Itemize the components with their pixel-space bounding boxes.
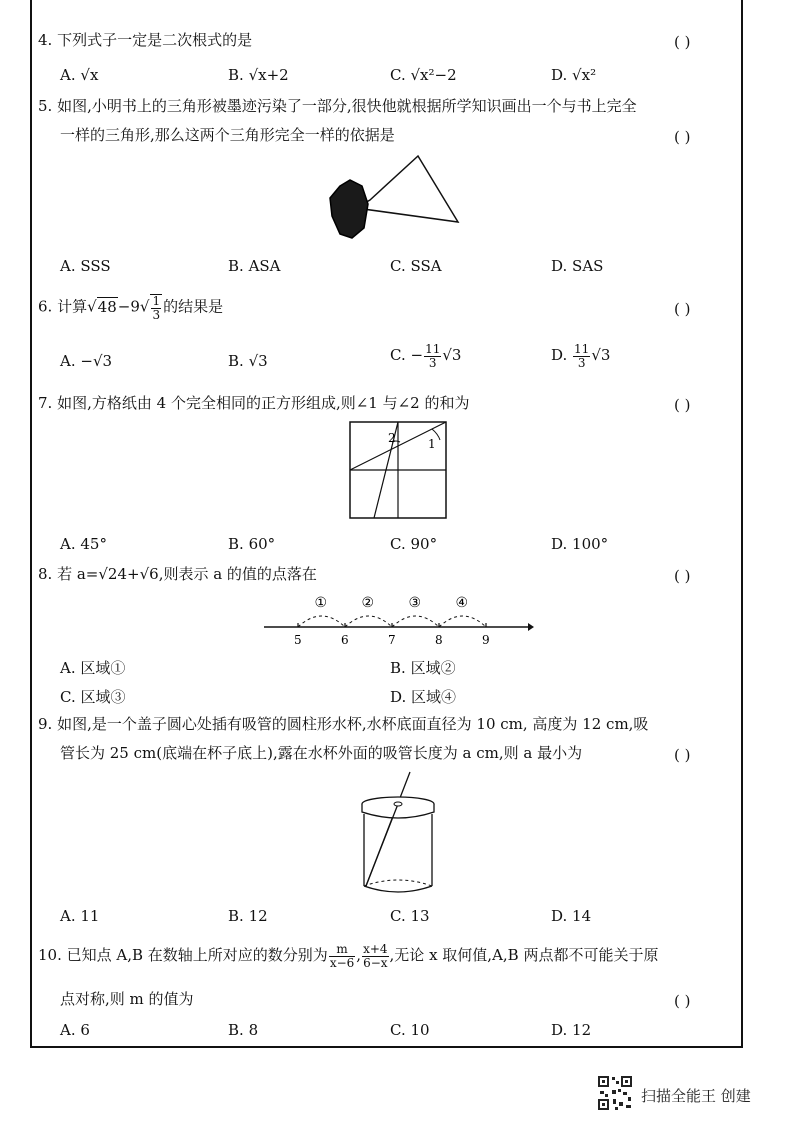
cup-bottom-front — [364, 886, 432, 892]
q8-option-b[interactable]: B. 区域② — [390, 659, 456, 677]
ink-stain-shape — [330, 180, 368, 238]
q9-stem-line1: 9. 如图,是一个盖子圆心处插有吸管的圆柱形水杯,水杯底面直径为 10 cm, 高度为 12 cm,吸 — [38, 715, 649, 733]
region-label: ① — [314, 595, 328, 611]
number-line-tick-label: 8 — [435, 633, 443, 647]
cup-bottom-back — [364, 880, 432, 886]
q5-option-a[interactable]: A. SSS — [60, 257, 111, 275]
q9-option-a[interactable]: A. 11 — [60, 907, 100, 925]
q6-stem: 6. 计算√48−9√ $\frac{1}{3}$ 的结果是 — [38, 294, 224, 322]
q7-answer-paren[interactable]: ( ) — [674, 396, 691, 414]
q5-stem-line2: 一样的三角形,那么这两个三角形完全一样的依据是 — [60, 126, 395, 144]
q4-option-a[interactable]: A. √x — [60, 66, 99, 84]
q6-option-d[interactable]: D. $\frac{11}{3}$ √3 — [551, 342, 611, 370]
q4-answer-paren[interactable]: ( ) — [674, 33, 691, 51]
q7-option-c[interactable]: C. 90° — [390, 535, 438, 553]
q7-option-b[interactable]: B. 60° — [228, 535, 276, 553]
region-arc — [298, 616, 345, 627]
q6-option-a[interactable]: A. −√3 — [60, 352, 113, 370]
q6-option-b[interactable]: B. √3 — [228, 352, 268, 370]
q5-option-d[interactable]: D. SAS — [551, 257, 604, 275]
q8-stem: 8. 若 a=√24+√6,则表示 a 的值的点落在 — [38, 565, 317, 583]
q9-option-b[interactable]: B. 12 — [228, 907, 268, 925]
q4-option-c[interactable]: C. √x²−2 — [390, 66, 457, 84]
straw-hole — [394, 802, 402, 806]
angle-1-label: 1 — [428, 437, 436, 451]
triangle-shape — [356, 156, 458, 222]
region-label: ② — [361, 595, 375, 611]
q9-cup-figure — [352, 768, 442, 898]
number-line-tick-label: 5 — [294, 633, 302, 647]
region-arc — [439, 616, 486, 627]
q5-answer-paren[interactable]: ( ) — [674, 128, 691, 146]
q7-option-a[interactable]: A. 45° — [60, 535, 107, 553]
q4-option-b[interactable]: B. √x+2 — [228, 66, 289, 84]
q7-stem: 7. 如图,方格纸由 4 个完全相同的正方形组成,则∠1 与∠2 的和为 — [38, 394, 470, 412]
q4-stem: 4. 下列式子一定是二次根式的是 — [38, 31, 253, 49]
region-arc — [345, 616, 392, 627]
q10-stem-line1: 10. 已知点 A,B 在数轴上所对应的数分别为 $\frac{m}{x-6}$ , $\frac{x+4}{6-x}$ ,无论 x 取何值,A,B 两点都不可能关于原 — [38, 941, 659, 970]
q6-option-c[interactable]: C. − $\frac{11}{3}$ √3 — [390, 342, 462, 370]
q9-stem-line2: 管长为 25 cm(底端在杯子底上),露在水杯外面的吸管长度为 a cm,则 a 最小为 — [60, 744, 583, 762]
q8-number-line-figure — [260, 590, 536, 650]
q6-answer-paren[interactable]: ( ) — [674, 300, 691, 318]
q8-option-c[interactable]: C. 区域③ — [60, 688, 126, 706]
q4-option-d[interactable]: D. √x² — [551, 66, 597, 84]
watermark-label: 扫描全能王 创建 — [641, 1087, 751, 1105]
q10-option-d[interactable]: D. 12 — [551, 1021, 592, 1039]
angle-2-label: 2 — [388, 431, 396, 445]
region-label: ③ — [408, 595, 422, 611]
number-line-tick-label: 6 — [341, 633, 349, 647]
q8-option-a[interactable]: A. 区域① — [60, 659, 126, 677]
q9-option-c[interactable]: C. 13 — [390, 907, 430, 925]
q10-answer-paren[interactable]: ( ) — [674, 992, 691, 1010]
q5-option-c[interactable]: C. SSA — [390, 257, 442, 275]
q9-option-d[interactable]: D. 14 — [551, 907, 592, 925]
q5-option-b[interactable]: B. ASA — [228, 257, 281, 275]
region-arc — [392, 616, 439, 627]
q10-option-c[interactable]: C. 10 — [390, 1021, 430, 1039]
q10-option-b[interactable]: B. 8 — [228, 1021, 259, 1039]
number-line-arrow — [528, 623, 534, 631]
q10-option-a[interactable]: A. 6 — [60, 1021, 90, 1039]
qr-code-icon — [597, 1075, 633, 1111]
number-line-tick-label: 9 — [482, 633, 490, 647]
number-line-tick-label: 7 — [388, 633, 396, 647]
q10-stem-line2: 点对称,则 m 的值为 — [60, 990, 194, 1008]
region-label: ④ — [455, 595, 469, 611]
q9-answer-paren[interactable]: ( ) — [674, 746, 691, 764]
q5-stained-triangle-figure — [326, 150, 462, 242]
q8-answer-paren[interactable]: ( ) — [674, 567, 691, 585]
q5-stem-line1: 5. 如图,小明书上的三角形被墨迹污染了一部分,很快他就根据所学知识画出一个与书上完全 — [38, 97, 637, 115]
scanner-watermark — [597, 1075, 767, 1111]
q8-option-d[interactable]: D. 区域④ — [390, 688, 457, 706]
q7-grid-figure — [346, 418, 450, 522]
q7-option-d[interactable]: D. 100° — [551, 535, 609, 553]
